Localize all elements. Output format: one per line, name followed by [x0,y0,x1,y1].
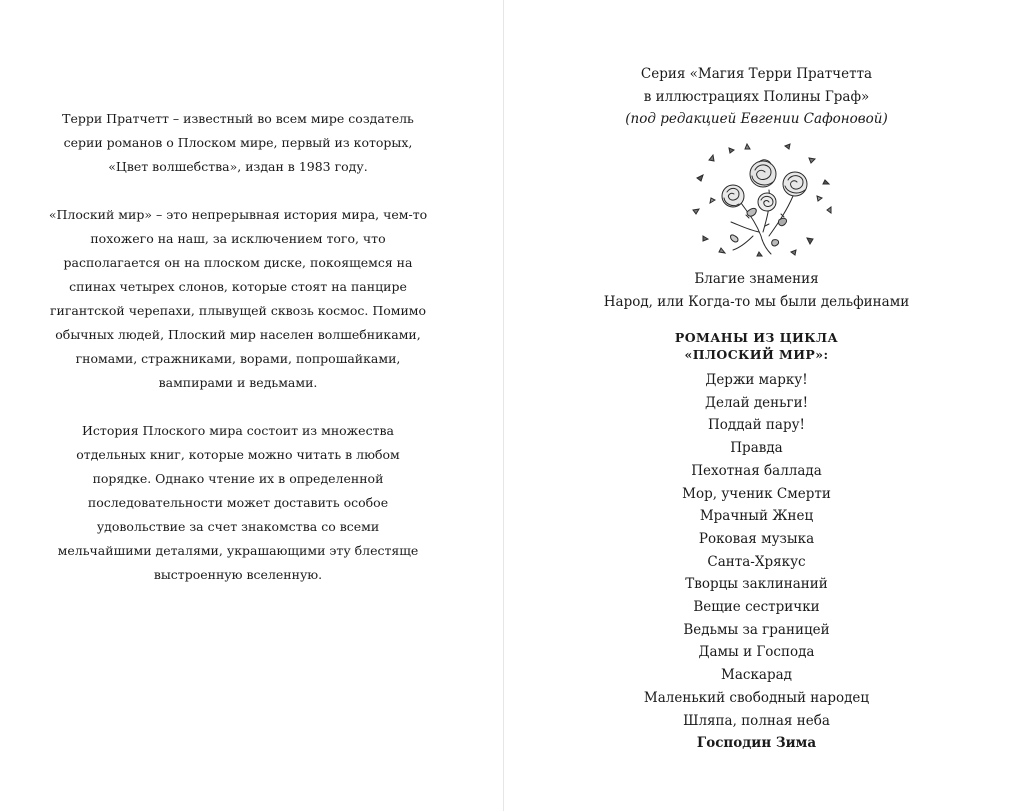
novel-title: Ведьмы за границей [683,621,830,638]
right-page [504,0,1009,811]
discworld-section-heading [504,329,1009,363]
reading-order-paragraph: История Плоского мира состоит из множества отдельных книг, которые можно читать в любом порядке. Однако чтение их в определенной последовательности может доставить особое удовольствие за счет знакомства со всеми мельчайшими деталями, украшающими эту блестяще выстроенную вселенную. [57,423,419,582]
novel-title: Дамы и Господа [698,644,815,661]
novel-title: Санта-Хрякус [707,553,806,570]
book-title: Благие знамения [694,271,819,287]
discworld-novels-list [504,369,1009,755]
series-title-line-1: Серия «Магия Терри Пратчетта [640,66,873,82]
roses-illustration [689,140,834,258]
series-editor: (под редакцией Евгении Сафоновой) [625,111,888,127]
novel-title: Мрачный Жнец [699,508,814,525]
novel-title: Правда [730,440,783,457]
novel-title: Маленький свободный народец [643,689,870,706]
novel-title: Роковая музыка [698,530,815,547]
section-heading-line-1: РОМАНЫ ИЗ ЦИКЛА [674,330,839,345]
section-heading-line-2: «ПЛОСКИЙ МИР»: [684,347,829,362]
novel-title: Маскарад [721,667,792,684]
intro-paragraph: Терри Пратчетт – известный во всем мире создатель серии романов о Плоском мире, первый из которых, «Цвет волшебства», издан в 1983 году. [62,111,414,174]
novel-title: Вещие сестрички [693,599,820,616]
novel-title: Мор, ученик Смерти [682,485,831,502]
current-novel-title: Господин Зима [696,735,817,752]
novel-title: Шляпа, полная неба [683,712,830,729]
novel-title: Держи марку! [705,372,808,388]
left-page [0,0,503,811]
discworld-description-paragraph: «Плоский мир» – это непрерывная история мира, чем-то похожего на наш, за исключением того, что располагается он на плоском диске, покоящемся на спинах четырех слонов, которые стоят на панцире гигантской черепахи, плывущей сквозь космос. Помимо обычных людей, Плоский мир населен волшебниками, гномами, стражниками, ворами, попрошайками, вампирами и ведьмами. [48,207,428,390]
left-page-text [48,107,428,611]
novel-title: Делай деньги! [704,394,809,411]
other-books-list [504,268,1009,314]
novel-title: Поддай пару! [708,417,805,434]
series-title-line-2: в иллюстрациях Полины Граф» [643,88,870,105]
novel-title: Пехотная баллада [691,462,822,479]
series-title-block [504,63,1009,131]
book-title: Народ, или Когда-то мы были дельфинами [603,294,910,310]
novel-title: Творцы заклинаний [685,576,828,593]
